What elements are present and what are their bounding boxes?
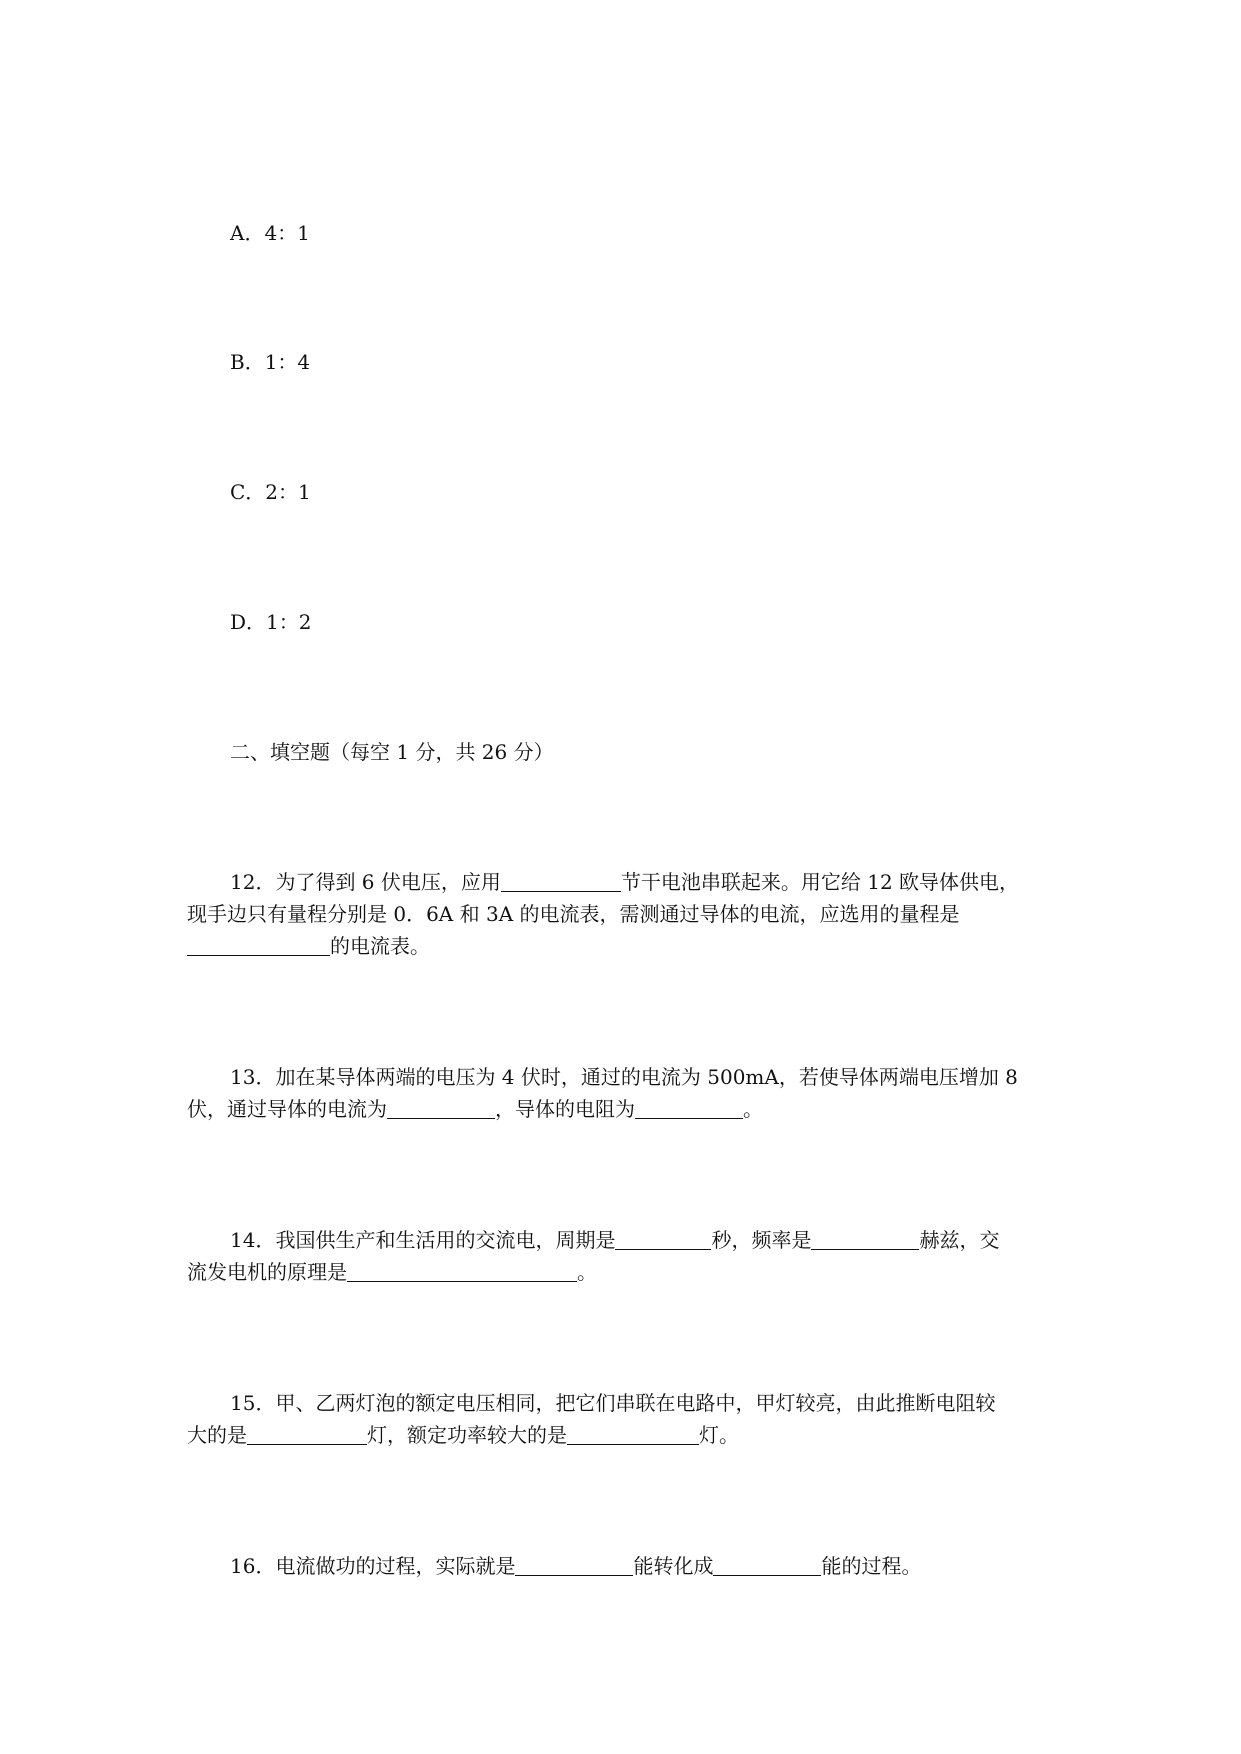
question-14-line-1	[230, 1228, 999, 1252]
question-12-line-2: 现手边只有量程分别是 0．6A 和 3A 的电流表，需测通过导体的电流，应选用的量程是	[187, 902, 960, 926]
question-14-line-2	[187, 1260, 597, 1284]
question-12-text: 的电流表。	[330, 934, 430, 958]
question-12-text: 12．为了得到 6 伏电压，应用	[230, 870, 501, 894]
question-16-text: 能的过程。	[821, 1554, 922, 1578]
answer-blank[interactable]	[615, 1229, 711, 1250]
question-13-text: 伏，通过导体的电流为	[187, 1097, 387, 1121]
answer-blank[interactable]	[187, 935, 330, 956]
answer-blank[interactable]	[567, 1424, 699, 1445]
answer-blank[interactable]	[387, 1098, 495, 1119]
question-16-text: 16．电流做功的过程，实际就是	[230, 1554, 516, 1578]
question-15-line-1: 15．甲、乙两灯泡的额定电压相同，把它们串联在电路中，甲灯较亮，由此推断电阻较	[230, 1391, 996, 1415]
question-14-text: 赫兹，交	[919, 1228, 1000, 1252]
question-13-text: ，导体的电阻为	[495, 1097, 635, 1121]
answer-blank[interactable]	[713, 1555, 821, 1576]
answer-blank[interactable]	[515, 1555, 633, 1576]
question-15-text: 灯。	[699, 1423, 739, 1447]
option-c: C．2：1	[230, 480, 311, 504]
question-16-line-1	[230, 1554, 921, 1578]
question-14-text: 14．我国供生产和生活用的交流电，周期是	[230, 1228, 616, 1252]
question-14-text: 秒，频率是	[711, 1228, 812, 1252]
option-a: A．4：1	[230, 221, 310, 245]
question-13-line-1: 13．加在某导体两端的电压为 4 伏时，通过的电流为 500mA，若使导体两端电压增加 8	[230, 1065, 1018, 1089]
question-15-line-2	[187, 1423, 739, 1447]
answer-blank[interactable]	[247, 1424, 367, 1445]
question-13-text: 。	[743, 1097, 763, 1121]
question-16-text: 能转化成	[633, 1554, 714, 1578]
question-14-text: 流发电机的原理是	[187, 1260, 347, 1284]
question-13-line-2	[187, 1097, 763, 1121]
answer-blank[interactable]	[811, 1229, 919, 1250]
question-12-line-3	[187, 934, 430, 958]
answer-blank[interactable]	[635, 1098, 743, 1119]
question-12-line-1	[230, 870, 1019, 894]
answer-blank[interactable]	[501, 871, 621, 892]
option-b: B．1：4	[230, 350, 311, 374]
question-14-text: 。	[577, 1260, 597, 1284]
question-12-text: 节干电池串联起来。用它给 12 欧导体供电，	[620, 870, 1020, 894]
section-heading: 二、填空题（每空 1 分，共 26 分）	[230, 740, 554, 764]
question-15-text: 大的是	[187, 1423, 247, 1447]
question-15-text: 灯，额定功率较大的是	[367, 1423, 567, 1447]
option-d: D．1：2	[230, 610, 312, 634]
answer-blank[interactable]	[347, 1261, 577, 1282]
